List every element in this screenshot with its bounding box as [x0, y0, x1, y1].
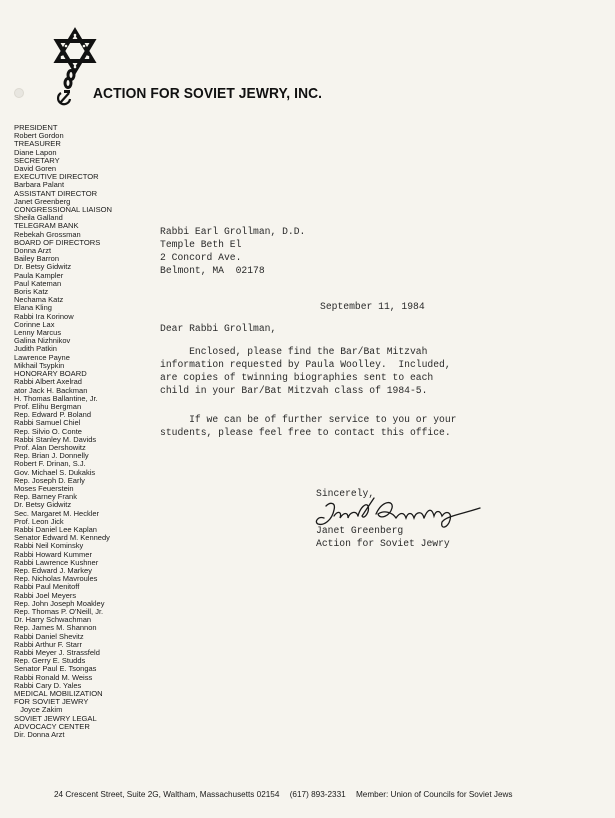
sidebar-heading: CONGRESSIONAL LIAISON — [14, 205, 113, 215]
star-of-david-chain-logo-icon — [52, 27, 98, 107]
sidebar-heading: BOARD OF DIRECTORS — [14, 237, 101, 247]
sidebar-name: Rep. Joseph D. Early — [14, 475, 85, 485]
sidebar-name: Rabbi Stanley M. Davids — [14, 434, 97, 444]
sidebar-heading: EXECUTIVE DIRECTOR — [14, 172, 99, 182]
sidebar-name: Paula Kampler — [14, 270, 64, 280]
sidebar-name: Robert F. Drinan, S.J. — [14, 459, 86, 469]
sidebar-name: Rabbi Paul Menitoff — [14, 582, 80, 592]
sidebar-name: Elana Kling — [14, 303, 52, 313]
sidebar-name: Rep. Brian J. Donnelly — [14, 451, 89, 461]
sidebar-name: Prof. Alan Dershowitz — [14, 442, 86, 452]
sidebar-name: Gov. Michael S. Dukakis — [14, 467, 96, 477]
sidebar-name: Rep. Gerry E. Studds — [14, 656, 86, 666]
sidebar-heading: SECRETARY — [14, 155, 60, 165]
sidebar-name: Moses Feuerstein — [14, 483, 74, 493]
sidebar-name: Sec. Margaret M. Heckler — [14, 508, 100, 518]
sidebar-name: Robert Gordon — [14, 131, 64, 141]
signer-name: Janet Greenberg — [316, 525, 404, 536]
sidebar-heading: HONORARY BOARD — [14, 369, 87, 379]
sidebar-name: Bailey Barron — [14, 254, 60, 264]
sidebar-heading: ADVOCACY CENTER — [14, 721, 90, 731]
sidebar-name: Dr. Betsy Gidwitz — [14, 262, 72, 272]
sidebar-name: Rabbi Cary D. Yales — [14, 680, 82, 690]
sidebar-heading: SOVIET JEWRY LEGAL — [14, 713, 97, 723]
signer-organization: Action for Soviet Jewry — [316, 537, 450, 549]
sidebar-name: Rep. Nicholas Mavroules — [14, 574, 98, 584]
sidebar-name: Paul Kateman — [14, 278, 62, 288]
sidebar-heading: ASSISTANT DIRECTOR — [14, 188, 98, 198]
sidebar-name: Janet Greenberg — [14, 196, 71, 206]
letterhead-footer — [54, 790, 521, 799]
sidebar-name: Rep. Barney Frank — [14, 492, 77, 502]
sidebar-name: Rabbi Meyer J. Strassfeld — [14, 648, 100, 657]
footer-address: 24 Crescent Street, Suite 2G, Waltham, Massachusetts 02154 — [54, 790, 280, 799]
sidebar-heading: PRESIDENT — [14, 123, 58, 132]
sidebar-heading: TELEGRAM BANK — [14, 221, 79, 231]
salutation: Dear Rabbi Grollman, — [160, 323, 277, 334]
letter-date: September 11, 1984 — [320, 301, 425, 312]
sidebar-name: Rabbi Albert Axelrad — [14, 377, 82, 387]
footer-membership: Member: Union of Councils for Soviet Jews — [355, 790, 513, 799]
closing: Sincerely, — [316, 488, 375, 499]
sidebar-name: Rabbi Arthur F. Starr — [14, 639, 82, 649]
sidebar-name: Dr. Betsy Gidwitz — [14, 500, 72, 510]
sidebar-name: Rep. Silvio O. Conte — [14, 426, 82, 436]
sidebar-name: Rabbi Ronald M. Weiss — [14, 672, 93, 682]
sidebar-name: Joyce Zakim — [14, 705, 63, 715]
signer-block — [316, 525, 450, 551]
sidebar-name: Rabbi Daniel Shevitz — [14, 631, 84, 641]
sidebar-name: Prof. Elihu Bergman — [14, 401, 82, 411]
sidebar-name: Judith Patkin — [14, 344, 57, 354]
sidebar-name: Rabbi Neil Kominsky — [14, 541, 84, 551]
sidebar-heading: MEDICAL MOBILIZATION — [14, 689, 103, 699]
sidebar-name: Rep. Edward J. Markey — [14, 565, 92, 575]
address-line: Belmont, MA 02178 — [160, 264, 265, 276]
sidebar-heading: TREASURER — [14, 139, 61, 149]
sidebar-name: Rep. Edward P. Boland — [14, 410, 91, 420]
sidebar-name: ator Jack H. Backman — [14, 385, 88, 395]
body-paragraph-1 — [160, 346, 451, 398]
sidebar-name: Rep. Thomas P. O'Neill, Jr. — [14, 606, 104, 616]
punch-hole — [14, 88, 24, 98]
sidebar-name: Barbara Palant — [14, 180, 65, 190]
sidebar-name: Senator Edward M. Kennedy — [14, 533, 110, 543]
body-line: information requested by Paula Woolley. Included, — [160, 358, 451, 370]
sidebar-name: Corinne Lax — [14, 319, 55, 329]
body-line: If we can be of further service to you or your — [160, 414, 457, 425]
sidebar-name: Mikhail Tsypkin — [14, 360, 65, 370]
sidebar-name: Sheila Galland — [14, 213, 63, 223]
sidebar-name: Rabbi Lawrence Kushner — [14, 557, 99, 567]
sidebar-heading: FOR SOVIET JEWRY — [14, 697, 89, 707]
sidebar-name: Nechama Katz — [14, 295, 64, 305]
sidebar-name: Lenny Marcus — [14, 328, 62, 338]
sidebar-name: Rebekah Grossman — [14, 229, 81, 239]
sidebar-name: Galina Nizhnikov — [14, 336, 71, 346]
body-paragraph-2 — [160, 414, 457, 440]
sidebar-name: Rabbi Howard Kummer — [14, 549, 92, 559]
sidebar-name: Rabbi Ira Korinow — [14, 311, 74, 321]
body-line: are copies of twinning biographies sent to each — [160, 371, 434, 383]
sidebar-name: Dir. Donna Arzt — [14, 730, 65, 740]
sidebar-name: Prof. Leon Jick — [14, 516, 64, 526]
address-line: Temple Beth El — [160, 238, 242, 250]
organization-name: ACTION FOR SOVIET JEWRY, INC. — [93, 85, 323, 102]
sidebar-name: Dr. Harry Schwachman — [14, 615, 92, 625]
body-line: Enclosed, please find the Bar/Bat Mitzvah — [160, 346, 428, 357]
sidebar-name: Rep. John Joseph Moakley — [14, 598, 105, 608]
sidebar-name: Boris Katz — [14, 287, 49, 297]
body-line: students, please feel free to contact this office. — [160, 426, 451, 438]
sidebar-name: David Goren — [14, 164, 57, 174]
body-line: child in your Bar/Bat Mitzvah class of 1984-5. — [160, 384, 428, 396]
sidebar-name: Rabbi Daniel Lee Kaplan — [14, 524, 97, 534]
address-line: 2 Concord Ave. — [160, 251, 242, 263]
sidebar-name: Diane Lapon — [14, 147, 57, 157]
sidebar-name: Donna Arzt — [14, 246, 52, 256]
officers-list — [14, 124, 164, 739]
sidebar-name: Rep. James M. Shannon — [14, 623, 97, 633]
sidebar-name: Lawrence Payne — [14, 352, 70, 362]
sidebar-name: Senator Paul E. Tsongas — [14, 664, 97, 674]
recipient-address — [160, 226, 305, 278]
sidebar-name: H. Thomas Ballantine, Jr. — [14, 393, 98, 403]
address-line: Rabbi Earl Grollman, D.D. — [160, 226, 306, 237]
footer-phone: (617) 893-2331 — [289, 790, 346, 799]
sidebar-name: Rabbi Joel Meyers — [14, 590, 77, 600]
sidebar-name: Rabbi Samuel Chiel — [14, 418, 81, 428]
